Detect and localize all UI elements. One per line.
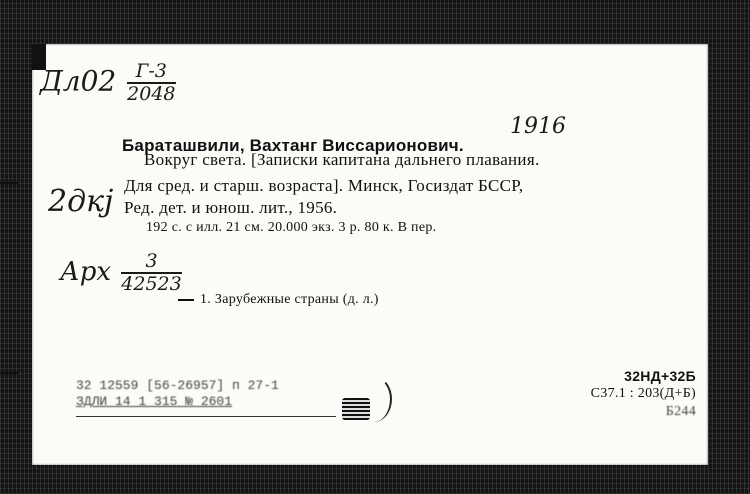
- scan-edge-mark: [0, 372, 18, 374]
- author-name: Бараташвили, Вахтанг Виссарионович.: [122, 136, 464, 155]
- classification-index: 32НД+32Б: [624, 368, 696, 384]
- handwritten-archive-number: [60, 252, 182, 294]
- dash: [178, 299, 194, 301]
- footer-print-number: ЗДЛИ 14 1 315 № 2601: [76, 394, 233, 409]
- shelf-code-fraction: [127, 62, 175, 104]
- handwritten-shelf-code: [40, 62, 176, 104]
- archive-numerator: 3: [145, 250, 158, 272]
- ink-stamp: [342, 398, 370, 420]
- archive-denominator: 42523: [121, 273, 182, 295]
- archive-prefix: Арх: [60, 257, 111, 287]
- subject-number: 1.: [200, 292, 212, 307]
- shelf-code-prefix: Дл02: [40, 64, 117, 98]
- handwritten-year: 1916: [510, 114, 566, 139]
- subject-heading: [178, 292, 379, 308]
- title-line-2: Для сред. и старш. возраста]. Минск, Госиздат БССР,: [124, 176, 524, 195]
- shelf-code-numerator: Г-3: [135, 60, 167, 82]
- handwritten-side-note: 2дкj: [48, 184, 114, 219]
- shelf-code-denominator: 2048: [127, 83, 176, 105]
- footer-rule: [76, 416, 336, 417]
- title-line-1: Вокруг света. [Записки капитана дальнего плавания.: [144, 150, 540, 169]
- classification-code: C37.1 : 203(Д+Б): [590, 386, 696, 401]
- footer-reg-number: 32 12559 [56-26957] п 27-1: [76, 378, 279, 393]
- subject-text: Зарубежные страны (д. л.): [214, 292, 379, 307]
- title-line-3: Ред. дет. и юнош. лит., 1956.: [124, 198, 338, 217]
- author-mark: Б244: [665, 404, 696, 419]
- archive-fraction: [121, 252, 181, 294]
- scan-edge-mark: [0, 182, 18, 184]
- collation-line: 192 с. с илл. 21 см. 20.000 экз. 3 р. 80 к. В пер.: [146, 220, 437, 235]
